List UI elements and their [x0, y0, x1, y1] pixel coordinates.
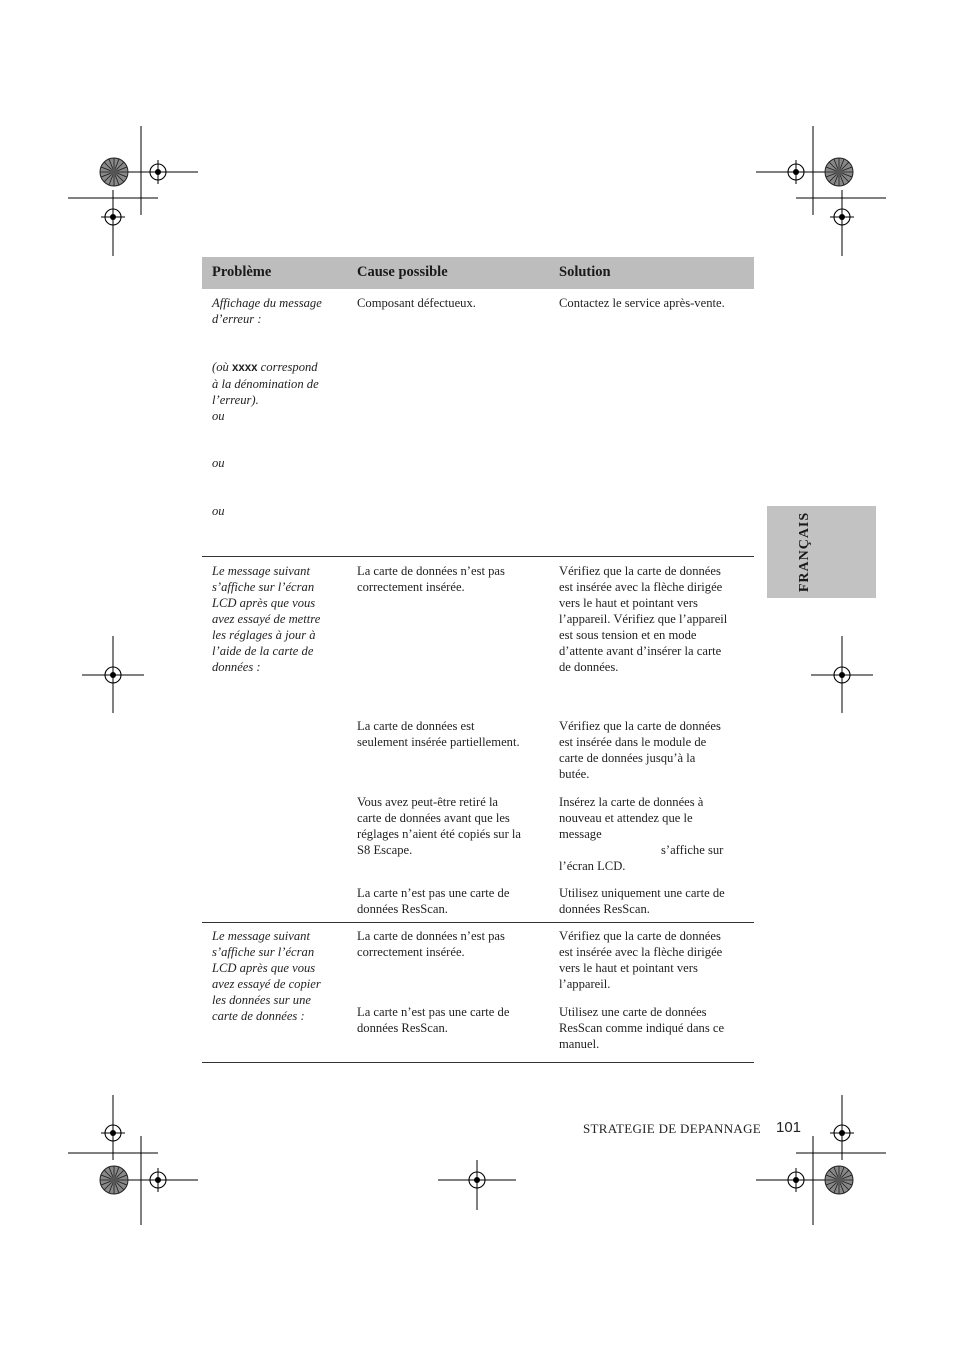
- language-tab-label: FRANÇAIS: [797, 511, 812, 593]
- footer-section-title: STRATEGIE DE DEPANNAGE: [583, 1121, 762, 1136]
- row3-cause-1: La carte de données n’est pas correctement insérée.: [357, 929, 505, 959]
- row2-problem: Le message suivant s’affiche sur l’écran LCD après que vous avez essayé de mettre les réglages à jour à l’aide de la carte de données :: [212, 564, 321, 674]
- row3-cause-2: La carte n’est pas une carte de données ResScan.: [357, 1005, 510, 1035]
- row3-solution-2: Utilisez une carte de données ResScan comme indiqué dans ce manuel.: [559, 1005, 725, 1051]
- row3-problem: Le message suivant s’affiche sur l’écran LCD après que vous avez essayé de copier les données sur une carte de données :: [212, 929, 321, 1023]
- row1-problem-note: (où xxxx correspond à la dénomination de l’erreur). ou: [212, 360, 319, 423]
- row2-solution-3c: l’écran LCD.: [559, 859, 626, 873]
- row3-solution-1: Vérifiez que la carte de données est insérée avec la flèche dirigée vers le haut et pointant vers l’appareil.: [559, 929, 723, 991]
- table-header: [202, 257, 754, 289]
- header-solution: Solution: [559, 264, 611, 280]
- row1-problem-or: ou: [212, 456, 225, 470]
- row2-cause-1: La carte de données n’est pas correctement insérée.: [357, 564, 505, 594]
- row2-solution-3b: s’affiche sur: [661, 843, 724, 857]
- row2-solution-3a: Insérez la carte de données à nouveau et attendez que le message: [559, 795, 704, 841]
- row1-cause: Composant défectueux.: [357, 296, 476, 310]
- header-probleme: Problème: [212, 264, 272, 280]
- header-cause: Cause possible: [357, 264, 448, 280]
- row2-solution-2: Vérifiez que la carte de données est insérée dans le module de carte de données jusqu’à la butée.: [559, 719, 721, 781]
- row2-cause-4: La carte n’est pas une carte de données ResScan.: [357, 886, 510, 916]
- language-tab: [767, 506, 876, 598]
- row1-problem-or: ou: [212, 504, 225, 518]
- row2-solution-1: Vérifiez que la carte de données est insérée avec la flèche dirigée vers le haut et pointant vers l’appareil. Vérifiez que l’appareil est sous tension et en mode d’attente avant d’insérer la carte de données.: [559, 564, 728, 674]
- row1-solution: Contactez le service après-vente.: [559, 296, 725, 310]
- table-bottom-rule: [202, 1062, 754, 1063]
- page-number: 101: [776, 1119, 802, 1136]
- row-divider: [202, 922, 754, 923]
- row2-cause-2: La carte de données est seulement insérée partiellement.: [357, 719, 520, 749]
- row2-solution-4: Utilisez uniquement une carte de données ResScan.: [559, 886, 725, 916]
- row1-problem-label: Affichage du message d’erreur :: [212, 296, 322, 326]
- row2-cause-3: Vous avez peut-être retiré la carte de données avant que les réglages n’aient été copiés sur la S8 Escape.: [357, 795, 521, 857]
- row-divider: [202, 556, 754, 557]
